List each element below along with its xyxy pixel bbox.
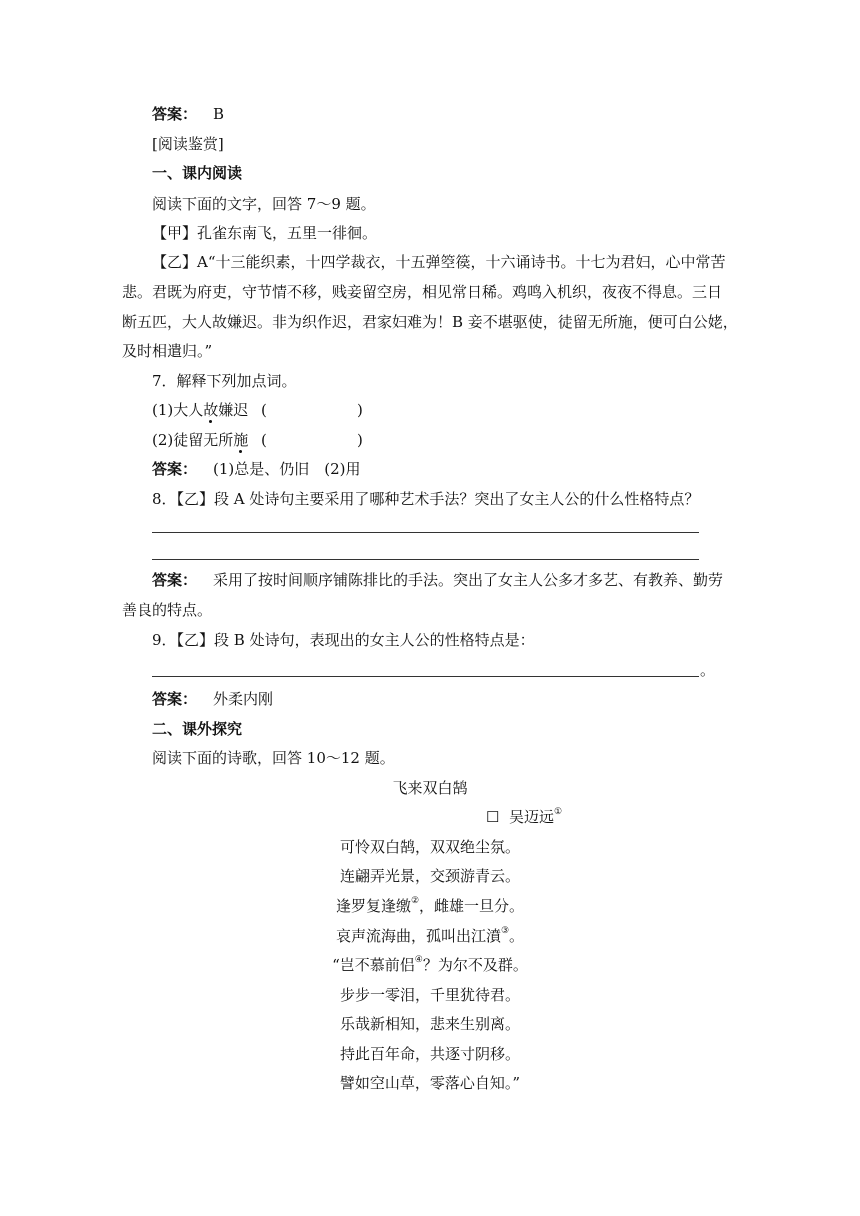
- poem-line-2: 连翩弄光景，交颈游青云。: [339, 867, 520, 885]
- poem-line-3: [0, 896, 860, 916]
- q9-period: 。: [700, 661, 716, 679]
- footnote-2: ②: [410, 896, 420, 906]
- answer-7-value: (1)总是、仍旧 (2)用: [213, 460, 361, 478]
- q7-item-2: [152, 430, 248, 450]
- answer-8-value: 采用了按时间顺序铺陈排比的手法。突出了女主人公多才多艺、有教养、勤劳: [213, 571, 724, 589]
- footnote-3: ③: [500, 926, 510, 936]
- q7-item-2-text: (2)徒留无所: [152, 431, 234, 449]
- section-heading: [阅读鉴赏]: [152, 135, 224, 153]
- poem-line-4-b: 。: [509, 927, 525, 945]
- answer-8-line2: 善良的特点。: [122, 601, 213, 619]
- passage-yi-line4: 及时相遣归。”: [122, 342, 213, 360]
- poem-line-6: 步步一零泪，千里犹待君。: [339, 986, 520, 1004]
- part2-heading: 二、课外探究: [152, 720, 243, 738]
- passage-yi-line1: 【乙】A“十三能织素，十四学裁衣，十五弹箜篌，十六诵诗书。十七为君妇，心中常苦: [152, 253, 726, 271]
- q7-item-1-text-end: 嫌迟: [218, 401, 249, 419]
- author-box: ☐: [486, 808, 500, 826]
- passage-jia: 【甲】孔雀东南飞，五里一徘徊。: [152, 224, 378, 242]
- answer-label: 答案：: [152, 571, 198, 589]
- author-name: 吴迈远: [509, 808, 555, 826]
- poem-line-5: [0, 955, 860, 975]
- poem-author: [486, 807, 562, 827]
- poem-line-3-a: 逢罗复逢缴: [335, 897, 411, 915]
- poem-line-4-a: 哀声流海曲，孤叫出江濆: [335, 927, 501, 945]
- q7-item-1: [152, 400, 248, 420]
- q7-item-1-text: (1)大人: [152, 401, 204, 419]
- question-7: 7．解释下列加点词。: [152, 372, 297, 390]
- answer-label: 答案：: [152, 690, 198, 708]
- passage-yi-line2: 悲。君既为府吏，守节情不移，贱妾留空房，相见常日稀。鸡鸣入机织，夜夜不得息。三日: [122, 283, 723, 301]
- q7-item-2-open-paren: (: [261, 431, 267, 449]
- answer-6: [152, 104, 224, 124]
- question-8: 8．【乙】段 A 处诗句主要采用了哪种艺术手法？突出了女主人公的什么性格特点？: [152, 490, 700, 508]
- answer-8-line1: [152, 570, 723, 590]
- poem-line-5-b: ？为尔不及群。: [422, 956, 528, 974]
- author-footnote: ①: [554, 807, 563, 817]
- q7-item-1-open-paren: (: [261, 401, 267, 419]
- answer-line-9: [152, 676, 699, 677]
- poem-title: 飞来双白鹄: [392, 779, 468, 797]
- poem-line-8: 持此百年命，共逐寸阴移。: [339, 1045, 520, 1063]
- part1-intro: 阅读下面的文字，回答 7～9 题。: [152, 195, 376, 213]
- answer-label: 答案：: [152, 105, 198, 123]
- poem-line-1: 可怜双白鹄，双双绝尘氛。: [339, 838, 520, 856]
- footnote-4: ④: [414, 955, 423, 965]
- question-9: 9．【乙】段 B 处诗句，表现出的女主人公的性格特点是：: [152, 631, 535, 649]
- answer-line-8a: [152, 532, 699, 533]
- answer-7: [152, 459, 361, 479]
- poem-line-7: 乐哉新相知，悲来生别离。: [339, 1015, 520, 1033]
- answer-6-value: B: [213, 105, 225, 123]
- q7-item-2-dotted-word: 施: [233, 431, 249, 449]
- q7-item-1-close-paren: ): [357, 401, 363, 419]
- passage-yi-line3: 断五匹，大人故嫌迟。非为织作迟，君家妇难为！B 妾不堪驱使，徒留无所施，便可白公姥，: [122, 313, 738, 331]
- part1-heading: 一、课内阅读: [152, 164, 243, 182]
- poem-line-5-a: “岂不慕前侣: [332, 956, 415, 974]
- poem-line-3-b: ，雌雄一旦分。: [419, 897, 525, 915]
- poem-line-9: 譬如空山草，零落心自知。”: [339, 1074, 521, 1092]
- answer-9: [152, 689, 273, 709]
- answer-line-8b: [152, 559, 699, 560]
- answer-9-value: 外柔内刚: [213, 690, 274, 708]
- part2-intro: 阅读下面的诗歌，回答 10～12 题。: [152, 749, 395, 767]
- q7-item-2-close-paren: ): [357, 431, 363, 449]
- poem-line-4: [0, 926, 860, 946]
- q7-item-1-dotted-word: 故: [203, 401, 219, 419]
- answer-label: 答案：: [152, 460, 198, 478]
